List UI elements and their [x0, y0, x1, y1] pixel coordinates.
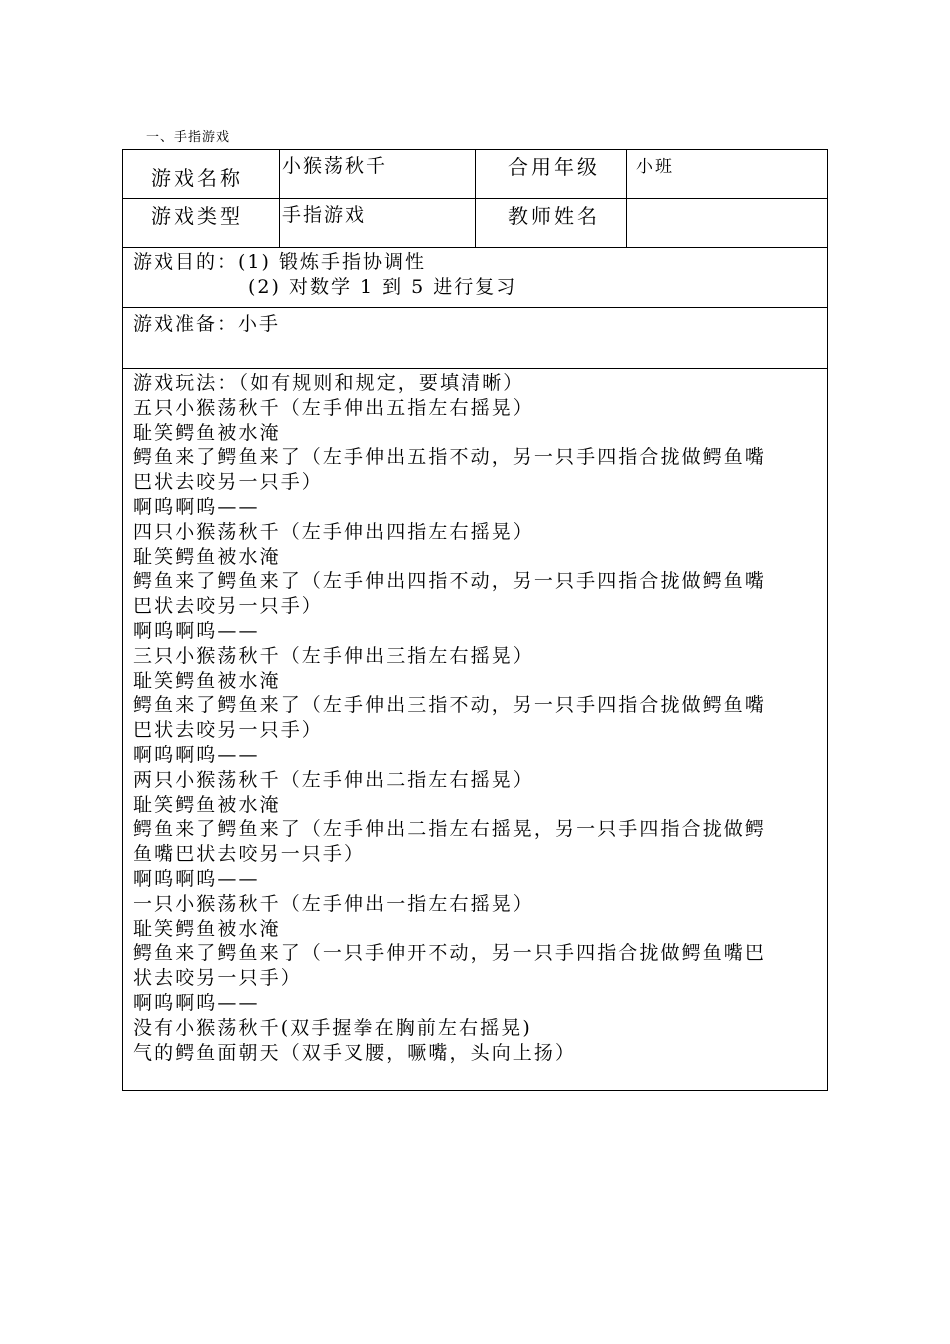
gameplay-line: 耻笑鳄鱼被水淹	[133, 793, 281, 816]
gameplay-line: 游戏玩法：（如有规则和规定，要填清晰）	[133, 372, 525, 394]
gameplay-line: 没有小猴荡秋千(双手握拳在胸前左右摇晃)	[133, 1016, 532, 1039]
gameplay-line: 啊呜啊呜——	[133, 495, 260, 518]
grade-label: 合用年级	[508, 155, 600, 179]
gameplay-line: 巴状去咬另一只手）	[133, 719, 323, 742]
teacher-label: 教师姓名	[508, 204, 600, 228]
gameplay-line: 巴状去咬另一只手）	[133, 471, 323, 494]
table-row-gameplay	[123, 369, 827, 1090]
teacher-value-cell	[627, 199, 827, 247]
gameplay-line: 耻笑鳄鱼被水淹	[133, 545, 281, 568]
purpose-item-1: (1) 锻炼手指协调性	[238, 251, 426, 273]
gameplay-line: 鱼嘴巴状去咬另一只手）	[133, 843, 366, 866]
game-type-value-cell	[280, 199, 476, 247]
gameplay-line: 三只小猴荡秋千（左手伸出三指左右摇晃）	[133, 644, 534, 667]
gameplay-line: 耻笑鳄鱼被水淹	[133, 421, 281, 444]
gameplay-line: 巴状去咬另一只手）	[133, 595, 323, 618]
game-type-label: 游戏类型	[151, 204, 243, 228]
table-row-name	[123, 150, 827, 199]
gameplay-line: 气的鳄鱼面朝天（双手叉腰，噘嘴，头向上扬）	[133, 1041, 577, 1064]
grade-label-cell	[476, 150, 627, 198]
gameplay-line: 鳄鱼来了鳄鱼来了（左手伸出四指不动，另一只手四指合拢做鳄鱼嘴	[133, 570, 767, 593]
gameplay-line: 耻笑鳄鱼被水淹	[133, 669, 281, 692]
gameplay-line: 鳄鱼来了鳄鱼来了（左手伸出三指不动，另一只手四指合拢做鳄鱼嘴	[133, 694, 767, 717]
purpose-item-2: (2) 对数学 1 到 5 进行复习	[248, 276, 518, 298]
game-name-label: 游戏名称	[151, 166, 243, 190]
gameplay-line: 耻笑鳄鱼被水淹	[133, 917, 281, 940]
gameplay-line: 啊呜啊呜——	[133, 619, 260, 642]
gameplay-line: 状去咬另一只手）	[133, 967, 302, 990]
purpose-label: 游戏目的：	[133, 251, 239, 273]
game-name-value-cell	[280, 150, 476, 198]
section-heading: 一、手指游戏	[146, 130, 231, 145]
gameplay-body	[133, 371, 766, 1065]
gameplay-line: 啊呜啊呜——	[133, 991, 260, 1014]
gameplay-line: 鳄鱼来了鳄鱼来了（左手伸出二指左右摇晃，另一只手四指合拢做鳄	[133, 818, 767, 841]
teacher-label-cell	[476, 199, 627, 247]
table-row-type	[123, 199, 827, 248]
preparation-text: 游戏准备：小手	[133, 313, 281, 335]
grade-value-cell	[627, 150, 827, 198]
gameplay-line: 四只小猴荡秋千（左手伸出四指左右摇晃）	[133, 520, 534, 543]
gameplay-line: 啊呜啊呜——	[133, 743, 260, 766]
grade-value: 小班	[636, 157, 674, 177]
gameplay-line: 一只小猴荡秋千（左手伸出一指左右摇晃）	[133, 892, 534, 915]
gameplay-line: 鳄鱼来了鳄鱼来了（左手伸出五指不动，另一只手四指合拢做鳄鱼嘴	[133, 446, 767, 469]
game-form-table	[122, 149, 828, 1091]
purpose-block	[133, 250, 517, 300]
gameplay-line: 鳄鱼来了鳄鱼来了（一只手伸开不动，另一只手四指合拢做鳄鱼嘴巴	[133, 942, 767, 965]
gameplay-line: 五只小猴荡秋千（左手伸出五指左右摇晃）	[133, 396, 534, 419]
game-type-value: 手指游戏	[282, 204, 367, 226]
table-row-purpose	[123, 248, 827, 308]
table-row-preparation	[123, 308, 827, 369]
game-name-label-cell	[123, 150, 280, 198]
game-type-label-cell	[123, 199, 280, 247]
gameplay-line: 两只小猴荡秋千（左手伸出二指左右摇晃）	[133, 768, 534, 791]
game-name-value: 小猴荡秋千	[282, 155, 388, 177]
gameplay-line: 啊呜啊呜——	[133, 867, 260, 890]
